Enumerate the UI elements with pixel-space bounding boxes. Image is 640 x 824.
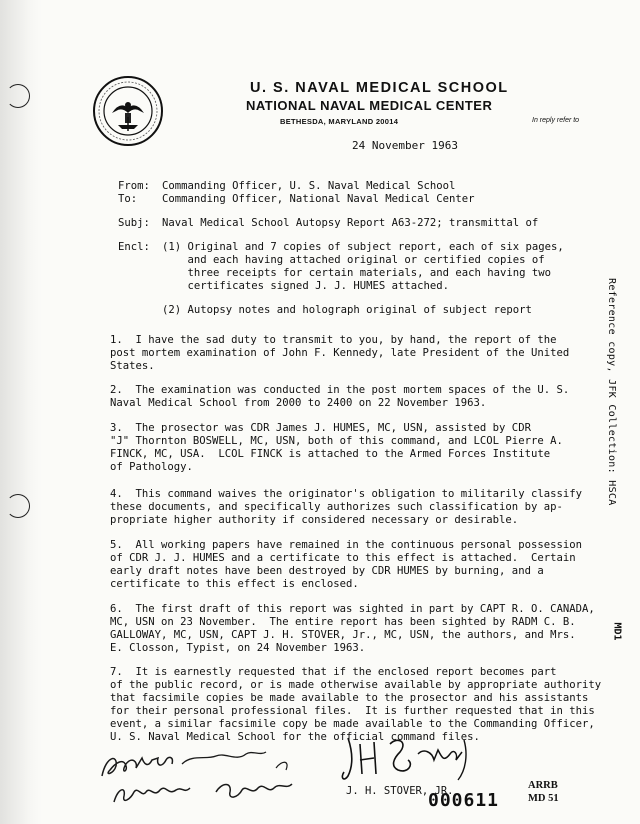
paragraph-6-line: GALLOWAY, MC, USN, CAPT J. H. STOVER, Jr., MC, USN, the authors, and Mrs. xyxy=(110,629,576,641)
paragraph-6-line: 6. The first draft of this report was sighted in part by CAPT R. O. CANADA, xyxy=(110,603,595,615)
side-reference-note xyxy=(604,278,620,518)
paragraph-5-line: of CDR J. J. HUMES and a certificate to this effect is attached. Certain xyxy=(110,552,576,564)
archive-stamp xyxy=(528,779,559,805)
to-value: Commanding Officer, National Naval Medical Center xyxy=(162,193,475,205)
encl-label: Encl: xyxy=(118,241,150,253)
paragraph-2-line: Naval Medical School from 2000 to 2400 on 22 November 1963. xyxy=(110,397,487,409)
reply-reference: In reply refer to xyxy=(532,117,580,124)
letter-date: 24 November 1963 xyxy=(352,139,458,152)
signature-name: J. H. STOVER, JR. xyxy=(346,785,454,797)
paragraph-6-line: E. Closson, Typist, on 24 November 1963. xyxy=(110,642,366,654)
binder-hole-top xyxy=(6,84,30,108)
stover-signature xyxy=(338,730,478,786)
side-reference-text: Reference copy, JFK Collection: HSCA xyxy=(606,278,617,506)
paragraph-7-line: for their personal professional files. It is further requested that in this xyxy=(110,705,595,717)
enclosure-1-line: three receipts for certain materials, and each having two xyxy=(162,267,552,279)
paragraph-7-line: event, a similar facsimile copy be made available to the Commanding Officer, xyxy=(110,718,595,730)
side-mark: MD1 xyxy=(611,622,623,641)
letterhead-location: BETHESDA, MARYLAND 20014 xyxy=(280,117,399,126)
document-number: 000611 xyxy=(428,790,500,811)
from-value: Commanding Officer, U. S. Naval Medical School xyxy=(162,180,456,192)
archive-stamp-line1: ARRB xyxy=(528,780,558,791)
paragraph-7-line: of the public record, or is made otherwise available by appropriate authority xyxy=(110,679,602,691)
paragraph-4-line: 4. This command waives the originator's obligation to militarily classify xyxy=(110,488,582,500)
paragraph-6-line: MC, USN on 23 November. The entire report has been sighted by RADM C. B. xyxy=(110,616,576,628)
paragraph-7-line: U. S. Naval Medical School for the official command files. xyxy=(110,731,480,743)
scan-edge-shadow xyxy=(0,0,42,824)
from-label: From: xyxy=(118,180,150,192)
binder-hole-middle xyxy=(6,494,30,518)
paragraph-7-line: 7. It is earnestly requested that if the enclosed report becomes part xyxy=(110,666,557,678)
handwritten-note-signature xyxy=(96,742,306,818)
paragraph-7-line: that facsimile copies be made available to the prosector and his assistants xyxy=(110,692,589,704)
archive-stamp-line2: MD 51 xyxy=(528,793,559,804)
paragraph-1-line: 1. I have the sad duty to transmit to you, by hand, the report of the xyxy=(110,334,557,346)
paragraph-1-line: States. xyxy=(110,360,155,372)
paragraph-3-line: 3. The prosector was CDR James J. HUMES, MC, USN, assisted by CDR xyxy=(110,422,531,434)
subj-label: Subj: xyxy=(118,217,150,229)
paragraph-5-line: certificate to this effect is enclosed. xyxy=(110,578,359,590)
paragraph-3-line: of Pathology. xyxy=(110,461,193,473)
paragraph-3-line: "J" Thornton BOSWELL, MC, USN, both of this command, and LCOL Pierre A. xyxy=(110,435,563,447)
paragraph-3-line: FINCK, MC, USA. LCOL FINCK is attached to the Armed Forces Institute xyxy=(110,448,551,460)
paragraph-4-line: propriate higher authority if considered necessary or desirable. xyxy=(110,514,519,526)
enclosure-2: (2) Autopsy notes and holograph original of subject report xyxy=(162,304,532,316)
enclosure-1-line: (1) Original and 7 copies of subject report, each of six pages, xyxy=(162,241,564,253)
paragraph-2-line: 2. The examination was conducted in the post mortem spaces of the U. S. xyxy=(110,384,570,396)
paragraph-5-line: 5. All working papers have remained in the continuous personal possession xyxy=(110,539,582,551)
paragraph-1-line: post mortem examination of John F. Kennedy, late President of the United xyxy=(110,347,570,359)
enclosure-1-line: and each having attached original or certified copies of xyxy=(162,254,545,266)
paragraph-4-line: these documents, and specifically authorizes such classification by ap- xyxy=(110,501,563,513)
paragraph-5-line: early draft notes have been destroyed by CDR HUMES by burning, and a xyxy=(110,565,544,577)
subj-value: Naval Medical School Autopsy Report A63-272; transmittal of xyxy=(162,217,539,229)
navy-seal-logo xyxy=(92,75,164,147)
letterhead-school: U. S. NAVAL MEDICAL SCHOOL xyxy=(250,80,509,96)
enclosure-1-line: certificates signed J. J. HUMES attached. xyxy=(162,280,450,292)
letterhead-center: NATIONAL NAVAL MEDICAL CENTER xyxy=(246,98,493,113)
to-label: To: xyxy=(118,193,138,205)
